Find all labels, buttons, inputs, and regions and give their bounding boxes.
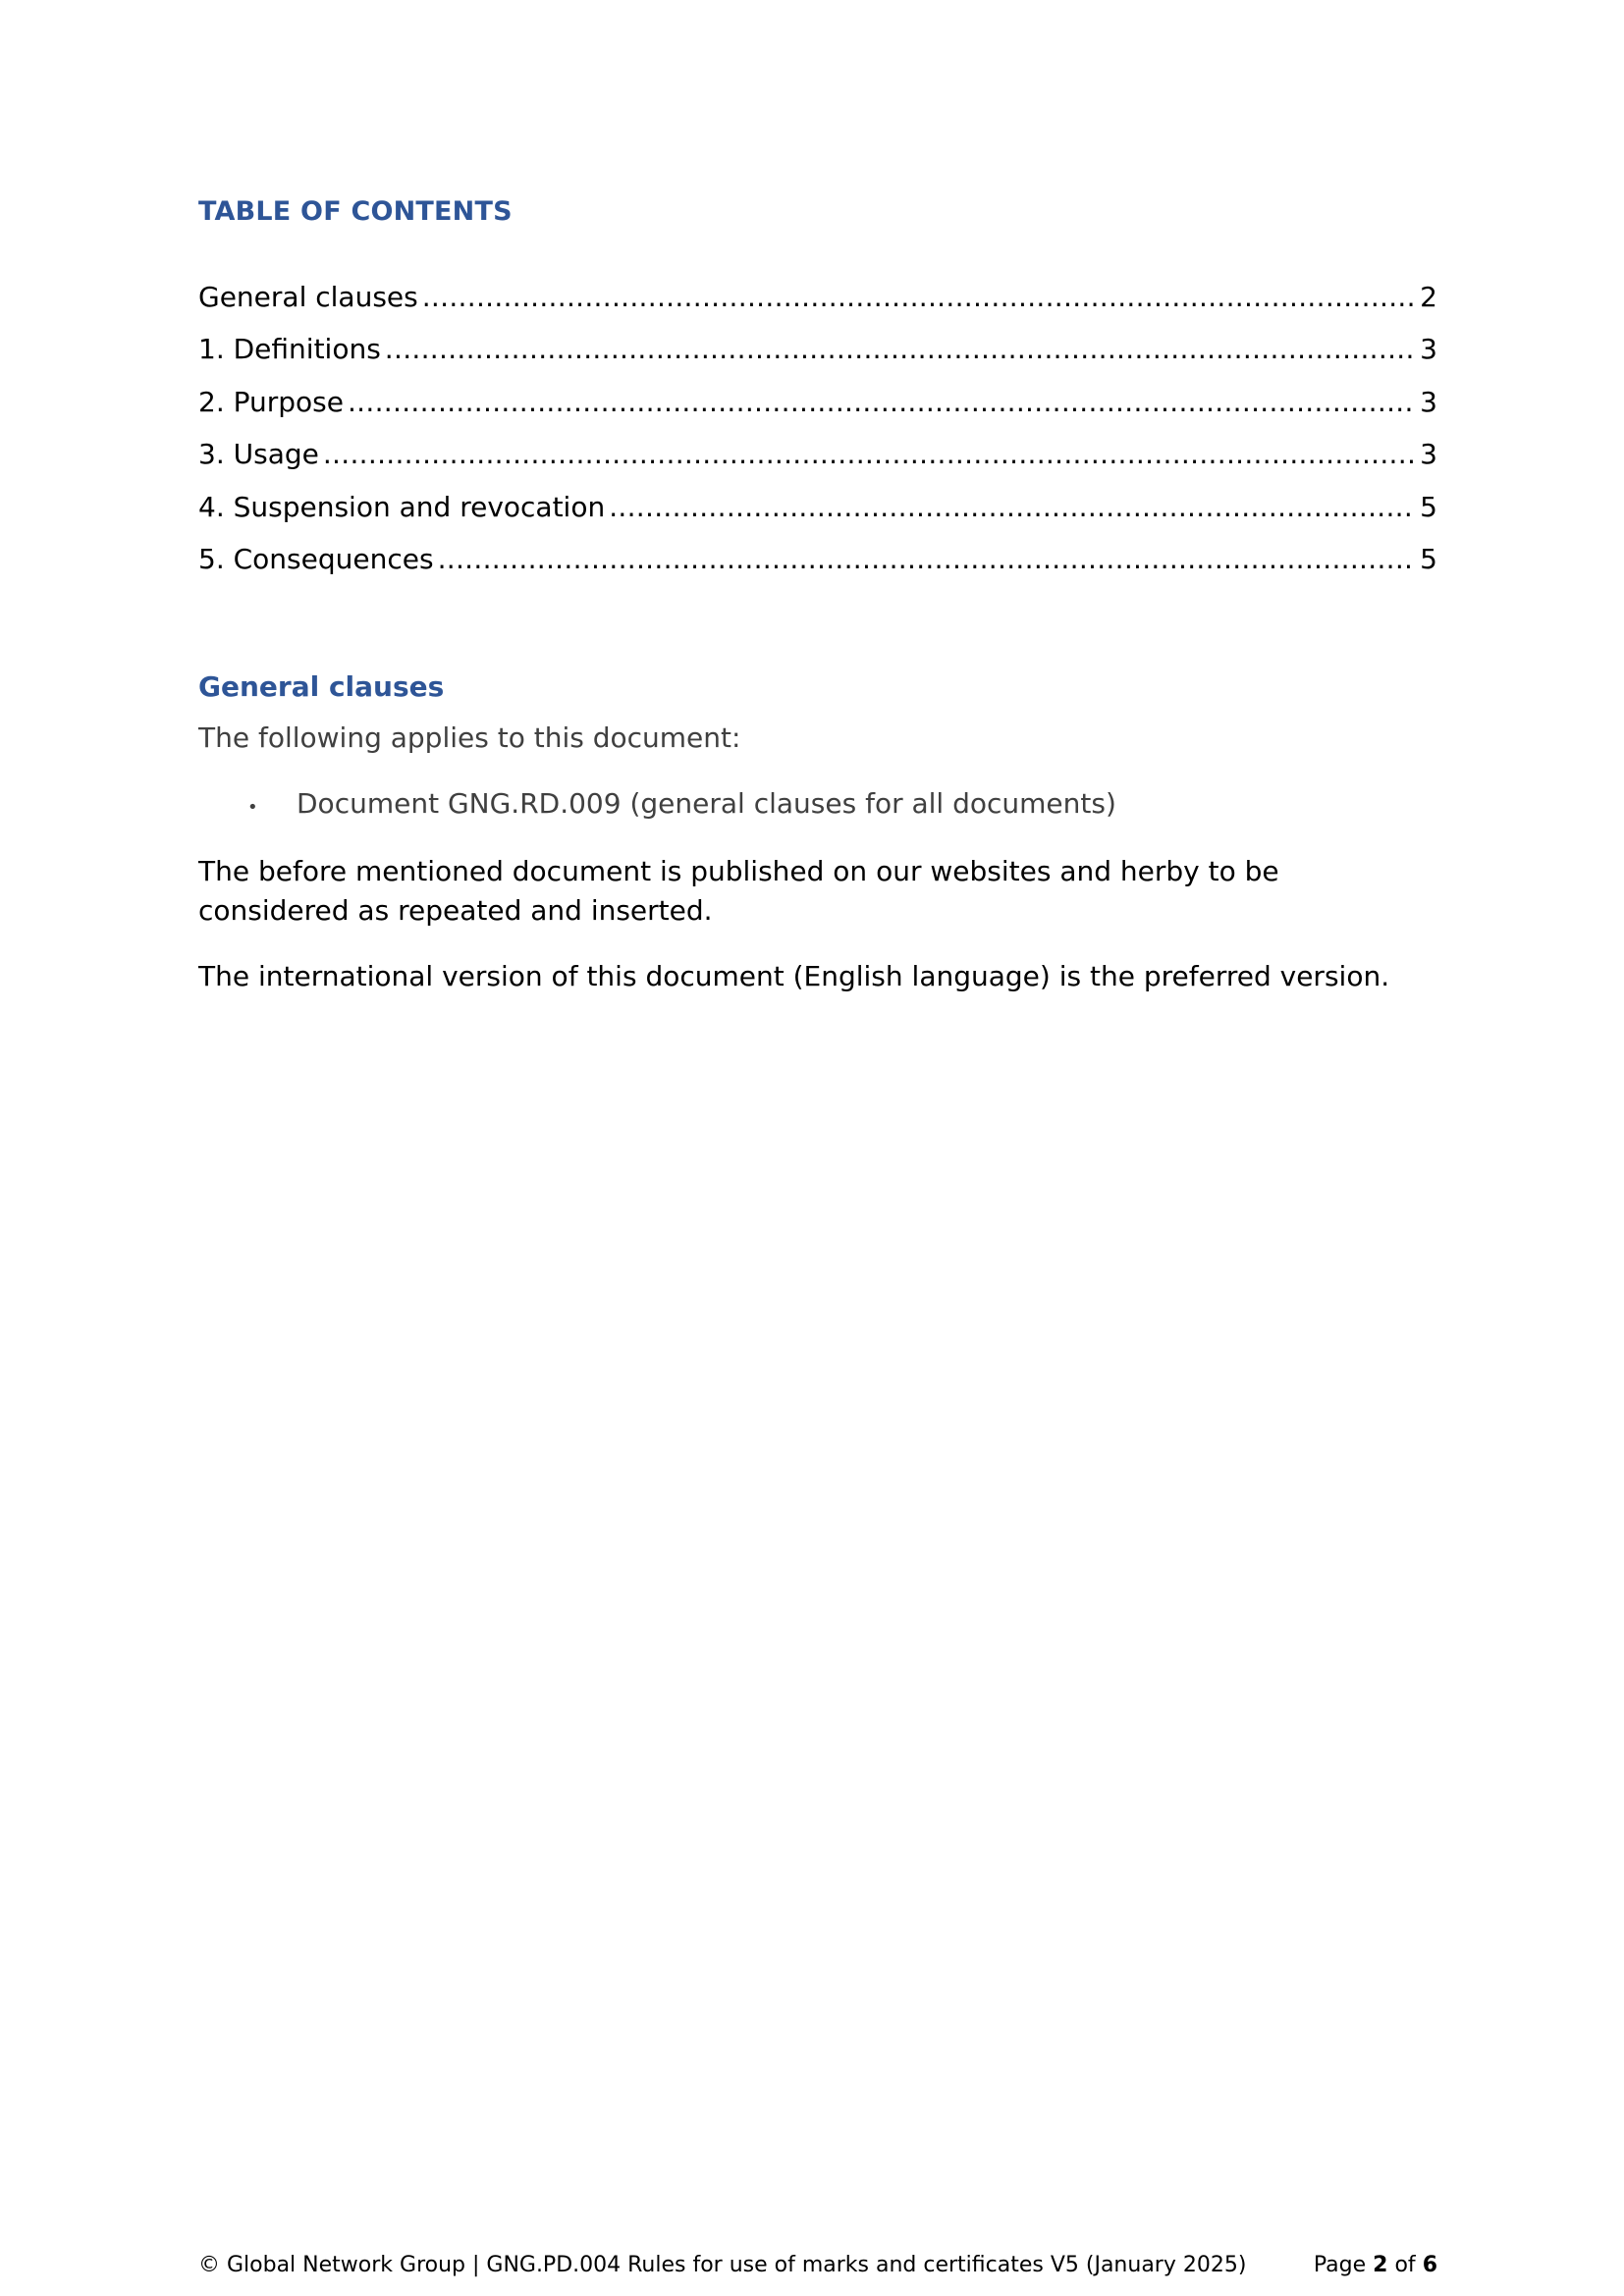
toc-entry-page: 3 xyxy=(1420,438,1437,471)
toc-entry-label: 4. Suspension and revocation xyxy=(198,490,606,523)
toc-entry-general-clauses[interactable] xyxy=(198,281,1437,333)
list-item xyxy=(198,787,1116,820)
general-clauses-heading: General clauses xyxy=(198,670,445,703)
toc-entry-page: 5 xyxy=(1420,490,1437,523)
page-number xyxy=(1314,2253,1437,2277)
toc-entry-purpose[interactable] xyxy=(198,386,1437,438)
toc-leader-dots xyxy=(438,543,1415,575)
table-of-contents xyxy=(198,281,1437,595)
of-word: of xyxy=(1394,2253,1416,2277)
toc-leader-dots xyxy=(609,491,1414,523)
toc-entry-label: 2. Purpose xyxy=(198,385,344,418)
page-word: Page xyxy=(1313,2253,1367,2277)
general-clauses-intro: The following applies to this document: xyxy=(198,721,741,754)
toc-entry-page: 2 xyxy=(1420,281,1437,313)
toc-entry-page: 5 xyxy=(1420,542,1437,575)
page-footer xyxy=(198,2253,1437,2277)
toc-leader-dots xyxy=(348,386,1414,418)
toc-entry-label: 1. Definitions xyxy=(198,333,381,366)
body-paragraph: The before mentioned document is published on our websites and herby to be considered as repeated and inserted. xyxy=(198,855,1279,927)
toc-entry-label: 5. Consequences xyxy=(198,542,434,575)
toc-entry-usage[interactable] xyxy=(198,438,1437,490)
body-paragraph: The international version of this document (English language) is the preferred version. xyxy=(198,960,1390,992)
toc-entry-definitions[interactable] xyxy=(198,333,1437,385)
total-pages: 6 xyxy=(1422,2253,1437,2277)
toc-entry-page: 3 xyxy=(1420,385,1437,418)
toc-entry-consequences[interactable] xyxy=(198,543,1437,595)
general-clauses-bullet-list xyxy=(198,787,1116,820)
bullet-icon: • xyxy=(247,797,258,818)
list-item-text: Document GNG.RD.009 (general clauses for all documents) xyxy=(297,787,1116,820)
current-page: 2 xyxy=(1373,2253,1388,2277)
toc-entry-label: 3. Usage xyxy=(198,438,319,471)
toc-leader-dots xyxy=(422,281,1414,313)
toc-heading: TABLE OF CONTENTS xyxy=(198,196,513,227)
toc-leader-dots xyxy=(323,438,1414,470)
footer-copyright: © Global Network Group | GNG.PD.004 Rules for use of marks and certificates V5 (January 2025) xyxy=(198,2253,1247,2277)
toc-entry-page: 3 xyxy=(1420,333,1437,366)
toc-entry-label: General clauses xyxy=(198,281,418,313)
toc-entry-suspension-and-revocation[interactable] xyxy=(198,491,1437,543)
toc-leader-dots xyxy=(385,333,1414,365)
